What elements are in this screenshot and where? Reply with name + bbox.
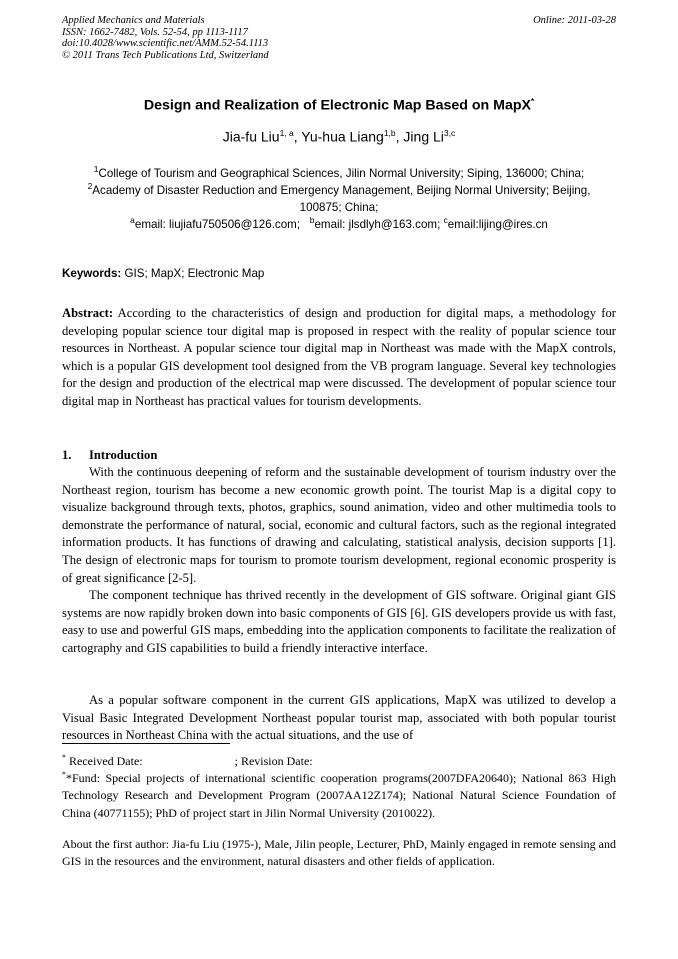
keywords-label: Keywords: <box>62 267 122 280</box>
footnote-divider <box>62 743 230 744</box>
affiliation-2: $^2$Academy of Disaster Reduction and Emergency Management, Beijing Normal University; Beijing, 100875; China; <box>87 181 591 215</box>
journal-header <box>62 15 616 61</box>
email-link[interactable]: email: liujiafu750506@126.com; <box>134 217 301 231</box>
online-date: Online: 2011-03-28 <box>533 15 616 26</box>
author-affiliation-mark: 1,b <box>383 128 396 138</box>
footnote-fund: **Fund: Special projects of international scientific cooperation programs(2007DFA20640); National 863 High Technology Research and Development Program (2007AA12Z174); National Natural Science Foundation of China (40771155); PhD of project start in Jilin Normal University (2010022). <box>62 770 616 820</box>
author-list: Jia-fu Liu$^{1, a}$, Yu-hua Liang$^{1,b}$, Jing Li$^{3,c}$ <box>222 128 456 145</box>
author-affiliation-mark: 3,c <box>443 128 456 138</box>
email-link[interactable]: email: jlsdlyh@163.com; <box>314 217 441 231</box>
intro-paragraph-2: The component technique has thrived recently in the development of GIS software. Original giant GIS systems are now rapidly broken down into basic components of GIS [6]. GIS developers provide us with fast, easy to use and powerful GIS maps, embedding into the application components to facilitate the realization of cartography and GIS capabilities to build a friendly interactive interface. <box>62 588 616 655</box>
author-emails: $^a$email: liujiafu750506@126.com; $^b$email: jlsdlyh@163.com; $^c$email:lijing@ires.cn <box>130 215 548 231</box>
keywords <box>62 267 616 280</box>
keywords-text: GIS; MapX; Electronic Map <box>124 267 265 280</box>
copyright-line: © 2011 Trans Tech Publications Ltd, Switzerland <box>62 49 269 61</box>
journal-name: Applied Mechanics and Materials <box>62 15 205 26</box>
author-name: Yu-hua Liang <box>301 128 384 145</box>
paper-title <box>0 97 678 114</box>
section-number: 1. <box>62 448 72 462</box>
intro-paragraph-3: As a popular software component in the current GIS applications, MapX was utilized to develop a Visual Basic Integrated Development Northeast popular tourist map, associated with both popular tourist resources in Northeast China with the actual situations, and the use of <box>62 693 616 743</box>
abstract <box>62 305 616 411</box>
author-name: Jia-fu Liu <box>222 128 280 145</box>
intro-paragraph-1: With the continuous deepening of reform and the sustainable development of tourism industry over the Northeast region, tourism has become a new economic growth point. The tourist Map is a digital copy to visualize background through texts, photos, graphics, sound animation, video and other multimedia tools to demonstrate the performance of natural, social, economic and cultural factors, such as the regional integrated information products. It has functions of drawing and calculating, statistical analysis, decision supports [1]. The design of electronic maps for tourism to promote tourism development, regional economic prosperity is of great significance [2-5]. <box>62 465 616 585</box>
author-name: Jing Li <box>403 128 444 145</box>
author-affiliation-mark: 1, a <box>279 128 294 138</box>
email-link[interactable]: email:lijing@ires.cn <box>447 217 548 231</box>
abstract-text: According to the characteristics of design and production for digital maps, a methodology for developing popular science tour digital map is proposed in respect with the reality of popular science tour resources in Northeast. A popular science tour digital map in Northeast was made with the MapX controls, which is a popular GIS development tool designed from the VB program language. Several key technologies for the design and production of the electrical map were discussed. The development of popular science tour digital map in Northeast has practical values for tourism developments. <box>62 306 616 408</box>
footnote-dates: * Received Date: ; Revision Date: <box>62 753 313 768</box>
affiliation-1: $^1$College of Tourism and Geographical Sciences, Jilin Normal University; Siping, 136000; China; <box>93 164 585 180</box>
section-heading <box>62 448 157 463</box>
title-footnote-mark: * <box>530 97 535 106</box>
paper-title-text: Design and Realization of Electronic Map Based on MapX <box>143 97 531 114</box>
abstract-label: Abstract: <box>62 306 114 320</box>
section-title: Introduction <box>89 448 158 462</box>
footnote-author: About the first author: Jia-fu Liu (1975-), Male, Jilin people, Lecturer, PhD, Mainly engaged in remote sensing and GIS in the resources and the environment, natural disasters and other fields of application. <box>62 837 616 869</box>
issn-line: ISSN: 1662-7482, Vols. 52-54, pp 1113-1117 <box>62 26 248 38</box>
doi-line: doi:10.4028/www.scientific.net/AMM.52-54.1113 <box>62 38 269 50</box>
